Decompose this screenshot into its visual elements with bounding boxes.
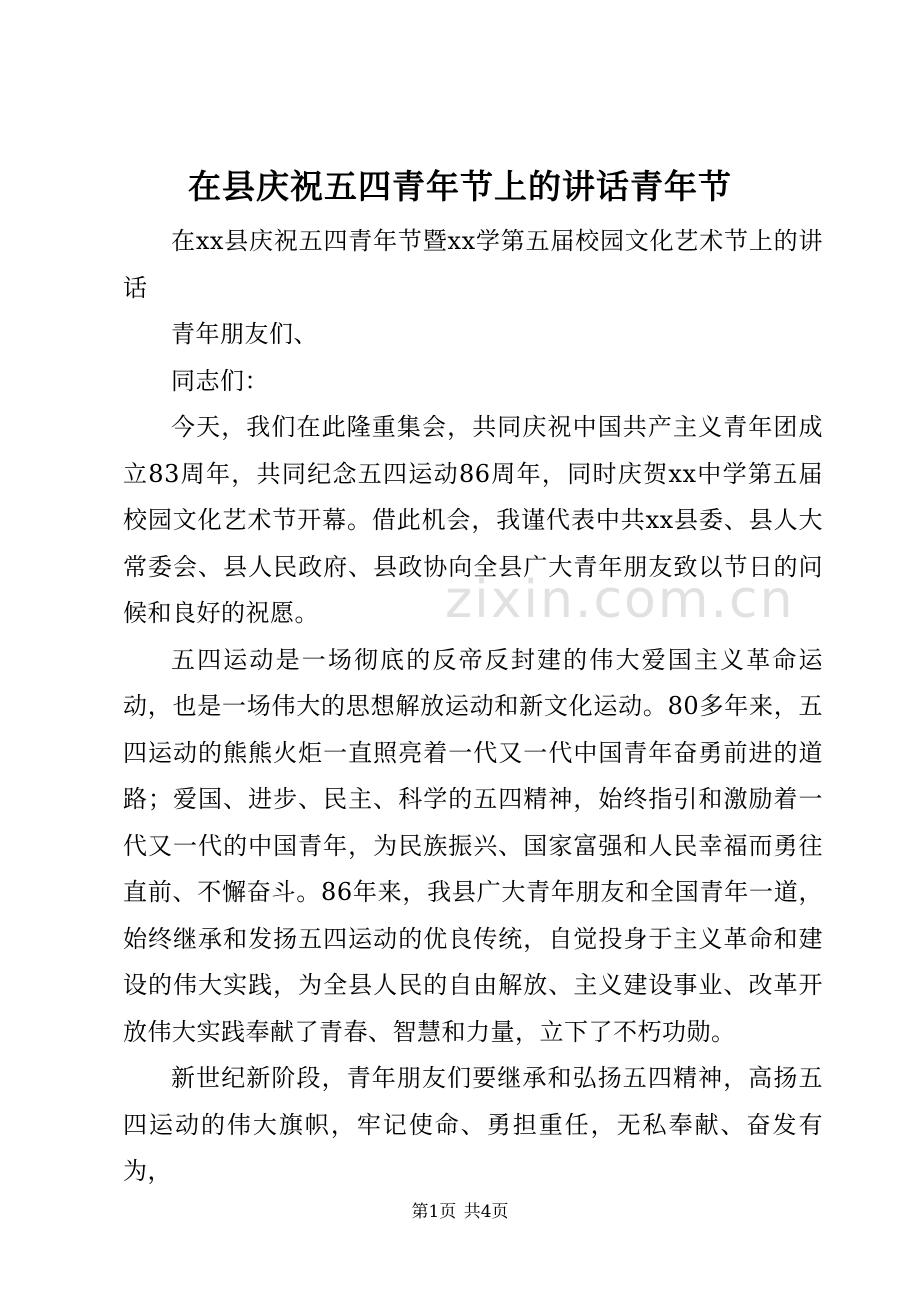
- watermark: zixin.com.cn: [445, 570, 795, 630]
- paragraph-body-1: 今天，我们在此隆重集会，共同庆祝中国共产主义青年团成立83周年，共同纪念五四运动86周年，同时庆贺xx中学第五届校园文化艺术节开幕。借此机会，我谨代表中共xx县委、县人大常委会、县人民政府、县政协向全县广大青年朋友致以节日的问候和良好的祝愿。: [123, 413, 823, 627]
- paragraph-salutation-1: 青年朋友们、: [171, 320, 318, 348]
- paragraph-body-2: 五四运动是一场彻底的反帝反封建的伟大爱国主义革命运动，也是一场伟大的思想解放运动和新文化运动。80多年来，五四运动的熊熊火炬一直照亮着一代又一代中国青年奋勇前进的道路；爱国、进步、民主、科学的五四精神，始终指引和激励着一代又一代的中国青年，为民族振兴、国家富强和人民幸福而勇往直前、不懈奋斗。86年来，我县广大青年朋友和全国青年一道，始终继承和发扬五四运动的优良传统，自觉投身于主义革命和建设的伟大实践，为全县人民的自由解放、主义建设事业、改革开放伟大实践奉献了青春、智慧和力量，立下了不朽功勋。: [123, 645, 823, 1046]
- page-total: 共4页: [463, 1202, 509, 1222]
- paragraph-heading: 在xx县庆祝五四青年节暨xx学第五届校园文化艺术节上的讲话: [123, 227, 823, 302]
- page-footer: [0, 1200, 920, 1224]
- page-number: 第1页: [411, 1202, 457, 1222]
- document-title: 在县庆祝五四青年节上的讲话青年节: [188, 167, 732, 206]
- paragraph-body-3: 新世纪新阶段，青年朋友们要继承和弘扬五四精神，高扬五四运动的伟大旗帜，牢记使命、勇担重任，无私奉献、奋发有为，: [123, 1064, 823, 1185]
- document-body: [123, 218, 823, 1195]
- paragraph-salutation-2: 同志们：: [171, 366, 269, 395]
